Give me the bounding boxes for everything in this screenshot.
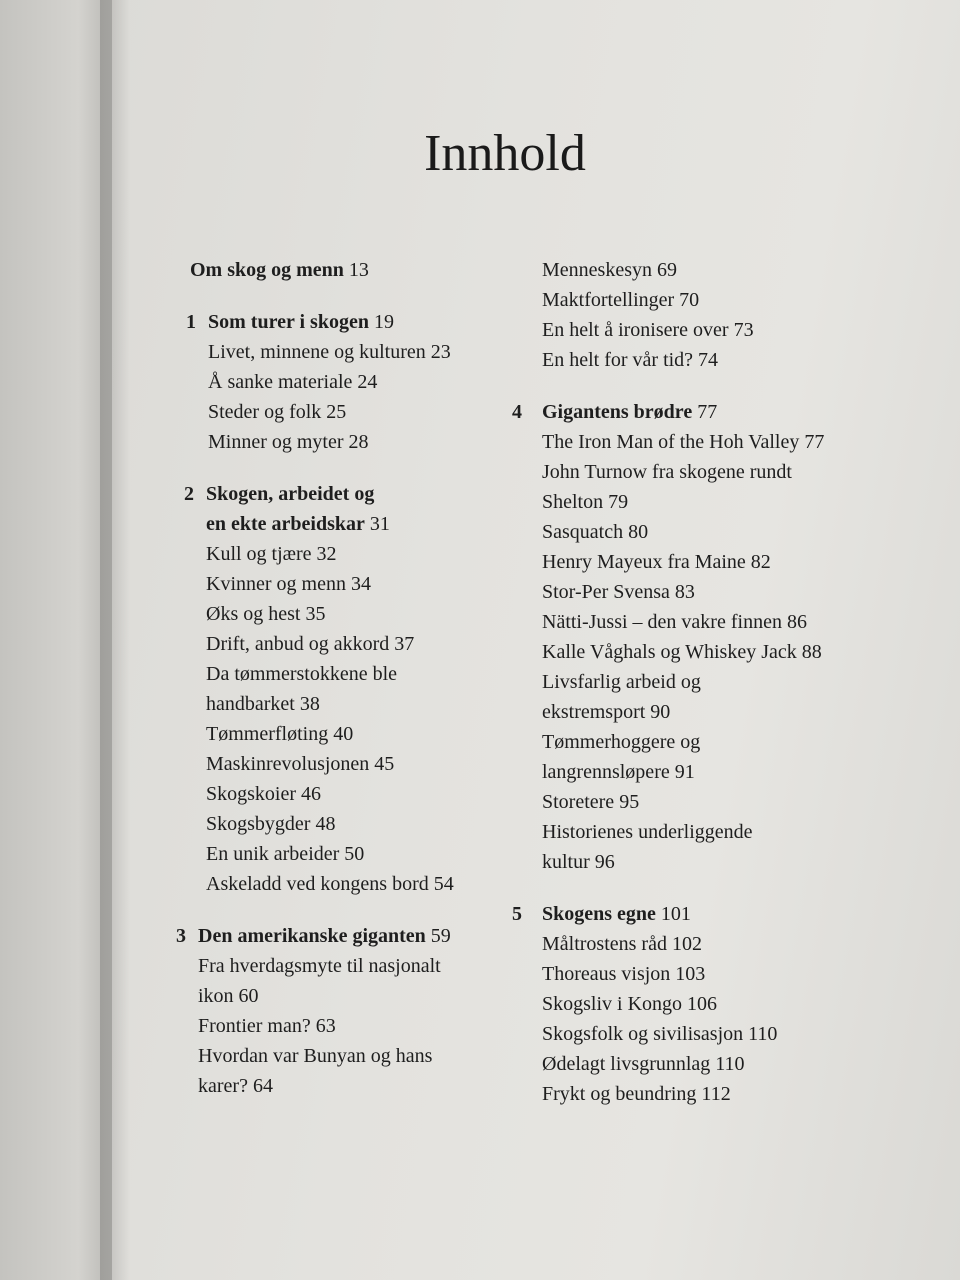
toc-intro	[168, 255, 508, 285]
toc-item: karer? 64	[198, 1075, 273, 1097]
toc-item: Thoreaus visjon 103	[542, 963, 706, 985]
chapter-heading	[208, 307, 508, 337]
toc-entry-page: 13	[348, 259, 369, 281]
toc-item: Steder og folk 25	[208, 401, 347, 423]
toc-item: John Turnow fra skogene rundt	[542, 461, 792, 483]
toc-item: Storetere 95	[542, 791, 640, 813]
toc-item: Skogsliv i Kongo 106	[542, 993, 718, 1015]
chapter-page: 19	[373, 311, 394, 333]
chapter-heading	[542, 899, 870, 929]
chapter-number: 2	[184, 483, 194, 505]
toc-item: Askeladd ved kongens bord 54	[206, 873, 454, 895]
chapter-title: Som turer i skogen	[208, 311, 369, 333]
toc-item: Tømmerhoggere og	[542, 731, 701, 753]
toc-column-right	[510, 255, 870, 1109]
chapter-heading	[198, 921, 508, 951]
toc-item: Øks og hest 35	[206, 603, 326, 625]
toc-item: Ødelagt livsgrunnlag 110	[542, 1053, 745, 1075]
toc-item: Nätti-Jussi – den vakre finnen 86	[542, 611, 807, 633]
toc-chapter-1	[174, 307, 508, 457]
toc-item: Frykt og beundring 112	[542, 1083, 731, 1105]
toc-item: langrennsløpere 91	[542, 761, 695, 783]
toc-item: Da tømmerstokkene ble	[206, 663, 398, 685]
toc-item: Kalle Våghals og Whiskey Jack 88	[542, 641, 822, 663]
chapter-page: 59	[430, 925, 451, 947]
toc-item: ekstremsport 90	[542, 701, 671, 723]
toc-item: Skogsbygder 48	[206, 813, 336, 835]
toc-chapter-2	[172, 479, 508, 899]
toc-item: Henry Mayeux fra Maine 82	[542, 551, 771, 573]
chapter-title-line-2: en ekte arbeidskar	[206, 513, 365, 535]
toc-item: Sasquatch 80	[542, 521, 649, 543]
toc-item: Hvordan var Bunyan og hans	[198, 1045, 433, 1067]
toc-item: Tømmerfløting 40	[206, 723, 354, 745]
toc-item: Frontier man? 63	[198, 1015, 336, 1037]
toc-entry-title: Om skog og menn	[190, 259, 344, 281]
toc-item: En helt å ironisere over 73	[542, 319, 754, 341]
toc-item: Å sanke materiale 24	[208, 371, 378, 393]
toc-chapter-4	[510, 397, 870, 877]
chapter-title-line-1: Skogen, arbeidet og	[206, 483, 375, 505]
chapter-title: Den amerikanske giganten	[198, 925, 426, 947]
chapter-page: 77	[697, 401, 718, 423]
book-gutter-shadow	[100, 0, 130, 1280]
toc-item: Historienes underliggende	[542, 821, 753, 843]
toc-item: Stor-Per Svensa 83	[542, 581, 695, 603]
toc-item: Maktfortellinger 70	[542, 289, 700, 311]
chapter-page: 101	[660, 903, 691, 925]
toc-chapter-3	[164, 921, 508, 1101]
toc-column-left	[168, 255, 508, 1101]
chapter-number: 3	[176, 925, 186, 947]
chapter-number: 5	[512, 903, 522, 925]
chapter-heading	[542, 397, 870, 427]
toc-item: Kvinner og menn 34	[206, 573, 371, 595]
left-page-edge	[0, 0, 112, 1280]
toc-entry-intro	[190, 255, 508, 285]
toc-item: Skogskoier 46	[206, 783, 321, 805]
toc-item: Skogsfolk og sivilisasjon 110	[542, 1023, 778, 1045]
page-title: Innhold	[424, 125, 586, 182]
toc-item: Minner og myter 28	[208, 431, 369, 453]
toc-chapter-3-continued	[510, 255, 870, 375]
toc-item: Livsfarlig arbeid og	[542, 671, 701, 693]
toc-item: Shelton 79	[542, 491, 629, 513]
toc-item: Drift, anbud og akkord 37	[206, 633, 415, 655]
chapter-title: Gigantens brødre	[542, 401, 693, 423]
toc-item: Livet, minnene og kulturen 23	[208, 341, 451, 363]
chapter-page: 31	[369, 513, 390, 535]
toc-item: Måltrostens råd 102	[542, 933, 702, 955]
chapter-number: 4	[512, 401, 522, 423]
toc-item: Fra hverdagsmyte til nasjonalt	[198, 955, 441, 977]
toc-item: En helt for vår tid? 74	[542, 349, 719, 371]
toc-item: Maskinrevolusjonen 45	[206, 753, 395, 775]
toc-item: kultur 96	[542, 851, 615, 873]
chapter-number: 1	[186, 311, 196, 333]
toc-item: ikon 60	[198, 985, 259, 1007]
toc-item: En unik arbeider 50	[206, 843, 365, 865]
toc-item: Kull og tjære 32	[206, 543, 337, 565]
toc-item: handbarket 38	[206, 693, 320, 715]
chapter-title: Skogens egne	[542, 903, 656, 925]
toc-item: The Iron Man of the Hoh Valley 77	[542, 431, 825, 453]
toc-item: Menneskesyn 69	[542, 259, 677, 281]
toc-chapter-5	[510, 899, 870, 1109]
chapter-heading	[206, 509, 508, 539]
